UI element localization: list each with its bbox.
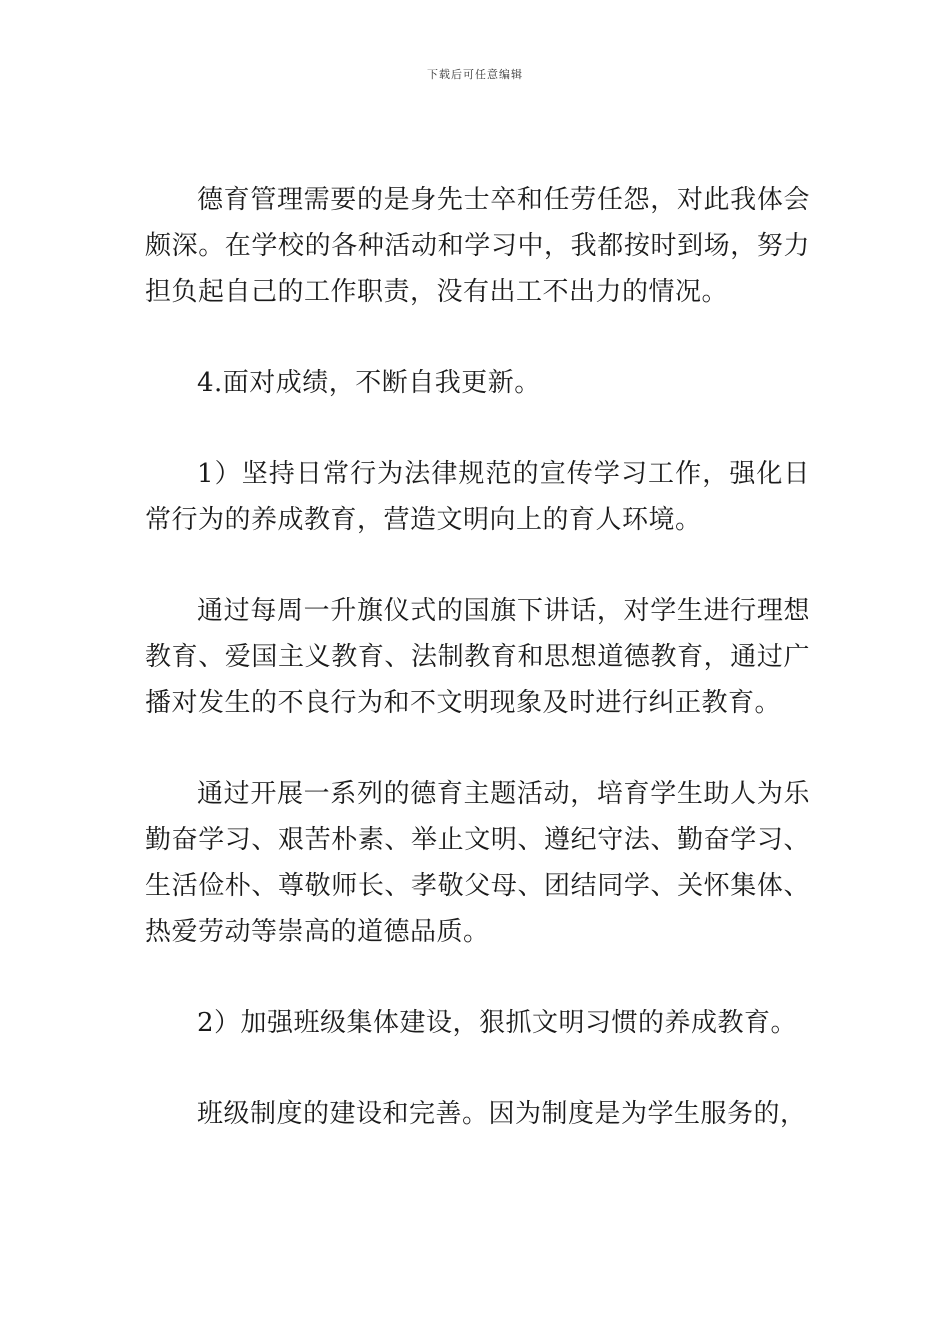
- paragraph: 班级制度的建设和完善。因为制度是为学生服务的，: [197, 1099, 807, 1129]
- paragraph: 德育管理需要的是身先士卒和任劳任怨，对此我体会颇深。在学校的各种活动和学习中，我都按时到场，努力担负起自己的工作职责，没有出工不出力的情况。: [145, 185, 810, 307]
- section-heading: 4.面对成绩，不断自我更新。: [197, 368, 541, 398]
- paragraph: 通过开展一系列的德育主题活动，培育学生助人为乐勤奋学习、艰苦朴素、举止文明、遵纪守法、勤奋学习、生活俭朴、尊敬师长、孝敬父母、团结同学、关怀集体、热爱劳动等崇高的道德品质。: [145, 779, 810, 947]
- subsection-heading: 2）加强班级集体建设，狠抓文明习惯的养成教育。: [197, 1008, 798, 1038]
- document-body: [145, 177, 810, 1137]
- subsection-heading: 1）坚持日常行为法律规范的宣传学习工作，强化日常行为的养成教育，营造文明向上的育人环境。: [145, 459, 810, 535]
- paragraph: 通过每周一升旗仪式的国旗下讲话，对学生进行理想教育、爱国主义教育、法制教育和思想道德教育，通过广播对发生的不良行为和不文明现象及时进行纠正教育。: [145, 596, 810, 718]
- header-note: 下载后可任意编辑: [427, 68, 523, 81]
